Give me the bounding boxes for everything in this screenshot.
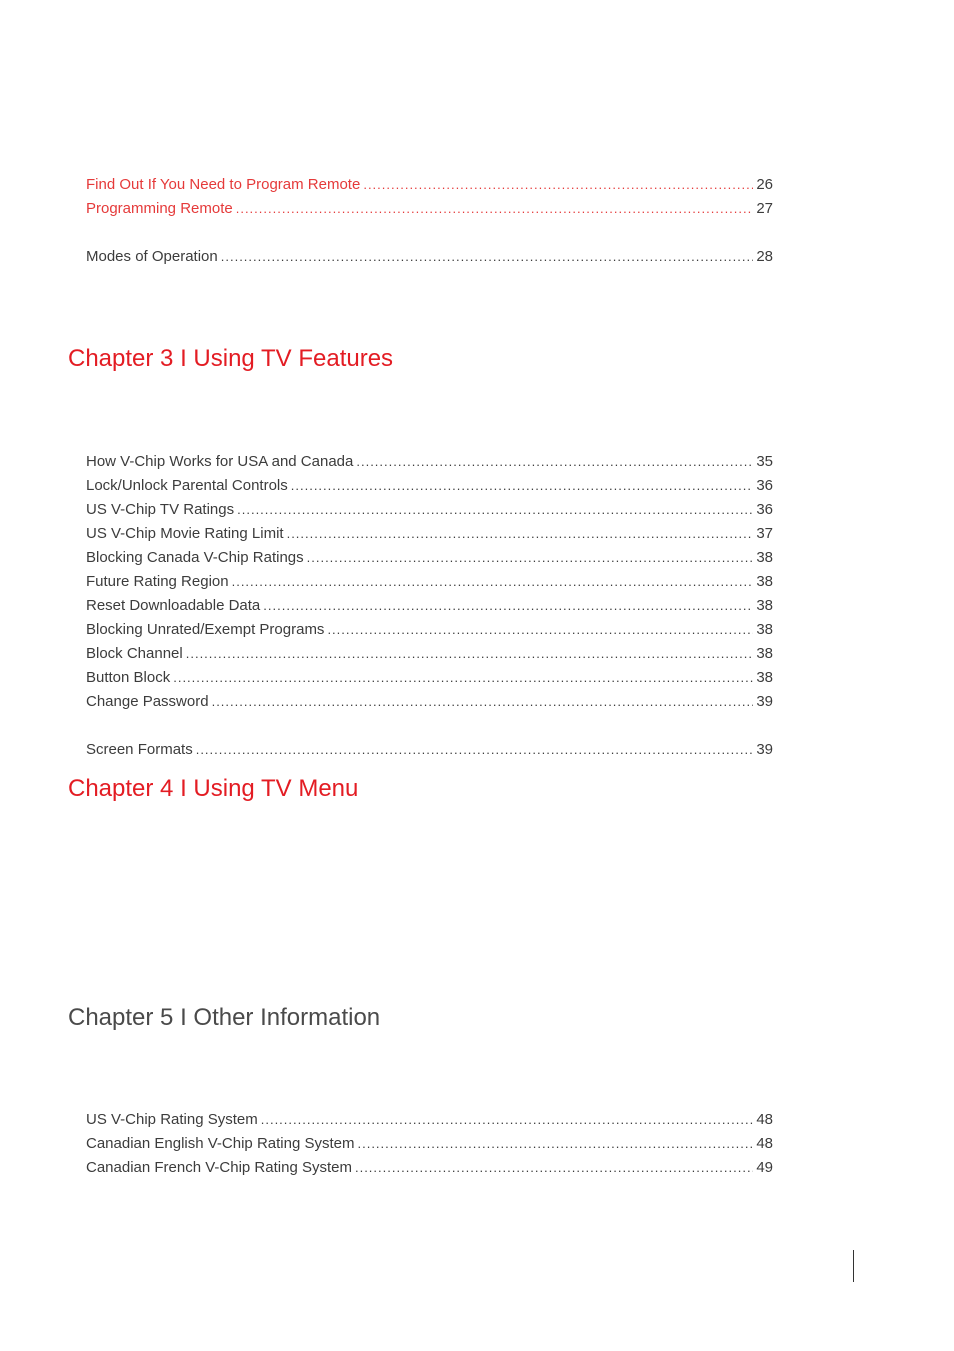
toc-page-number: 48: [756, 1135, 773, 1152]
dot-leader: [212, 694, 754, 709]
toc-page-number: 39: [756, 741, 773, 758]
chapter-3-heading[interactable]: Chapter 3 I Using TV Features: [68, 345, 394, 372]
toc-entry-label: Canadian English V-Chip Rating System: [86, 1135, 355, 1152]
toc-page-number: 26: [756, 176, 773, 193]
chapter-5-heading[interactable]: Chapter 5 I Other Information: [68, 1004, 381, 1031]
toc-entry-how-vchip-works[interactable]: [86, 453, 773, 475]
toc-entry-modes-of-operation[interactable]: [86, 248, 773, 270]
toc-page-number: 49: [756, 1159, 773, 1176]
toc-entry-label: Modes of Operation: [86, 248, 218, 265]
dot-leader: [287, 526, 754, 541]
dot-leader: [357, 1136, 753, 1151]
chapter-4-heading[interactable]: Chapter 4 I Using TV Menu: [68, 775, 359, 802]
dot-leader: [355, 1160, 753, 1175]
toc-entry-canadian-french-rating[interactable]: [86, 1159, 773, 1181]
dot-leader: [263, 598, 753, 613]
toc-entry-label: Programming Remote: [86, 200, 233, 217]
dot-leader: [186, 646, 754, 661]
toc-entry-us-vchip-rating-system[interactable]: [86, 1111, 773, 1133]
toc-entry-label: Blocking Canada V-Chip Ratings: [86, 549, 304, 566]
toc-entry-label: Screen Formats: [86, 741, 193, 758]
toc-entry-change-password[interactable]: [86, 693, 773, 715]
dot-leader: [236, 201, 754, 216]
toc-page-number: 36: [756, 501, 773, 518]
toc-page-number: 38: [756, 597, 773, 614]
page-margin-rule: [853, 1250, 854, 1282]
toc-page-number: 48: [756, 1111, 773, 1128]
toc-entry-label: US V-Chip Rating System: [86, 1111, 258, 1128]
toc-entry-label: Change Password: [86, 693, 209, 710]
dot-leader: [363, 177, 753, 192]
toc-entry-programming-remote[interactable]: [86, 200, 773, 222]
toc-entry-reset-downloadable-data[interactable]: [86, 597, 773, 619]
toc-page-number: 28: [756, 248, 773, 265]
dot-leader: [261, 1112, 754, 1127]
toc-page-number: 36: [756, 477, 773, 494]
toc-page-number: 37: [756, 525, 773, 542]
toc-entry-label: US V-Chip TV Ratings: [86, 501, 235, 518]
dot-leader: [307, 550, 754, 565]
toc-page-number: 38: [756, 669, 773, 686]
toc-entry-button-block[interactable]: [86, 669, 773, 691]
toc-page-number: 38: [756, 573, 773, 590]
toc-entry-block-channel[interactable]: [86, 645, 773, 667]
dot-leader: [173, 670, 753, 685]
toc-entry-us-vchip-tv-ratings[interactable]: [86, 501, 773, 523]
toc-page-number: 38: [756, 645, 773, 662]
toc-entry-label: Block Channel: [86, 645, 183, 662]
toc-entry-label: Future Rating Region: [86, 573, 229, 590]
toc-entry-screen-formats[interactable]: [86, 741, 773, 763]
toc-entry-label: Find Out If You Need to Program Remote: [86, 176, 361, 193]
toc-entry-label: How V-Chip Works for USA and Canada: [86, 453, 354, 470]
toc-entry-label: US V-Chip Movie Rating Limit: [86, 525, 284, 542]
toc-entry-label: Button Block: [86, 669, 171, 686]
toc-entry-label: Lock/Unlock Parental Controls: [86, 477, 288, 494]
toc-entry-blocking-canada-ratings[interactable]: [86, 549, 773, 571]
toc-entry-lock-unlock-parental[interactable]: [86, 477, 773, 499]
dot-leader: [232, 574, 754, 589]
toc-entry-label: Blocking Unrated/Exempt Programs: [86, 621, 325, 638]
toc-page-number: 27: [756, 200, 773, 217]
toc-entry-label: Reset Downloadable Data: [86, 597, 261, 614]
toc-page-number: 38: [756, 621, 773, 638]
toc-page-number: 35: [756, 453, 773, 470]
dot-leader: [291, 478, 754, 493]
toc-page-number: 39: [756, 693, 773, 710]
dot-leader: [237, 502, 753, 517]
toc-entry-find-out-program-remote[interactable]: [86, 176, 773, 198]
toc-entry-label: Canadian French V-Chip Rating System: [86, 1159, 352, 1176]
dot-leader: [356, 454, 753, 469]
toc-entry-us-vchip-movie-limit[interactable]: [86, 525, 773, 547]
toc-entry-future-rating-region[interactable]: [86, 573, 773, 595]
dot-leader: [196, 742, 754, 757]
toc-page-number: 38: [756, 549, 773, 566]
dot-leader: [221, 249, 754, 264]
toc-entry-canadian-english-rating[interactable]: [86, 1135, 773, 1157]
toc-entry-blocking-unrated-exempt[interactable]: [86, 621, 773, 643]
dot-leader: [327, 622, 753, 637]
